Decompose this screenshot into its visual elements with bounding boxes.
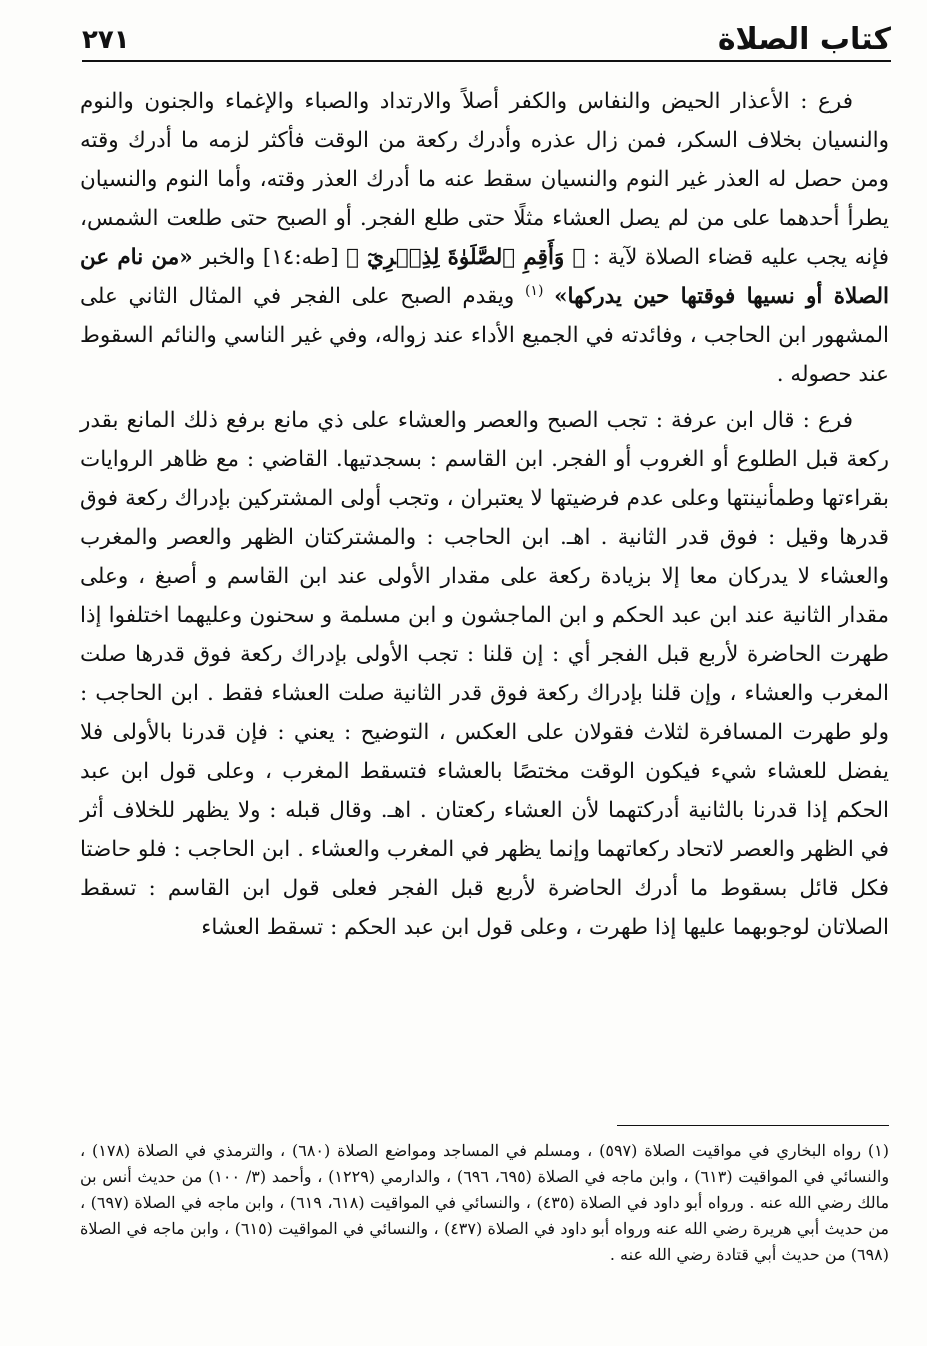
footnotes bbox=[80, 1138, 889, 1268]
footnote-1: (١) رواه البخاري في مواقيت الصلاة (٥٩٧) ، ومسلم في المساجد ومواضع الصلاة (٦٨٠) ، والترمذي في الصلاة (١٧٨) ، والنسائي في المواقيت (٦١٣) ، وابن ماجه في الصلاة (٦٩٥، ٦٩٦) ، والدارمي (١٢٢٩) ، وأحمد (٣/ ١٠٠) من حديث أنس بن مالك رضي الله عنه . ورواه أبو داود في الصلاة (٤٣٥) ، والنسائي في المواقيت (٦١٨، ٦١٩) ، وابن ماجه في الصلاة (٦٩٧) ، من حديث أبي هريرة رضي الله عنه ورواه أبو داود في الصلاة (٤٣٧) ، والنسائي في المواقيت (٦١٥) ، وابن ماجه في الصلاة (٦٩٨) من حديث أبي قتادة رضي الله عنه . bbox=[80, 1141, 890, 1264]
page-header bbox=[82, 20, 891, 62]
paragraph-1-text-c: ويقدم الصبح على الفجر في المثال الثاني على المشهور ابن الحاجب ، وفائدته في الجميع الأداء عند زواله، وفي غير الناسي والنائم السقوط عند حصوله . bbox=[80, 284, 889, 387]
paragraph-2: فرع : قال ابن عرفة : تجب الصبح والعصر والعشاء على ذي مانع برفع ذلك المانع بقدر ركعة قبل الطلوع أو الغروب أو الفجر. ابن القاسم : بسجدتيها. القاضي : مع ظاهر الروايات بقراءتها وطمأنينتها وعلى عدم فرضيتها لا يعتبران ، وتجب أولى المشتركين بإدراك ركعة فوق قدرها وقيل : فوق قدر الثانية . اهـ. ابن الحاجب : والمشتركتان الظهر والعصر والمغرب والعشاء لا يدركان معا إلا بزيادة ركعة على مقدار الأولى عند ابن القاسم و أصبغ ، وعلى مقدار الثانية عند ابن عبد الحكم و ابن الماجشون و ابن مسلمة و سحنون وعليهما اختلفوا إذا طهرت الحاضرة لأربع قبل الفجر أي : إن قلنا : تجب الأولى بإدراك ركعة فوق قدرها صلت المغرب والعشاء ، وإن قلنا بإدراك ركعة فوق قدر الثانية صلت العشاء فقط . ابن الحاجب : ولو طهرت المسافرة لثلاث فقولان على العكس ، التوضيح : يعني : فإن قدرنا بالأولى فلا يفضل للعشاء شيء فيكون الوقت مختصًا بالعشاء فتسقط المغرب ، وعلى قول ابن عبد الحكم إذا قدرنا بالثانية أدركتهما لأن العشاء ركعتان . اهـ. وقال قبله : ولا يظهر للخلاف أثر في الظهر والعصر لاتحاد ركعاتهما وإنما يظهر في المغرب والعشاء . ابن الحاجب : فلو حاضتا فكل قائل بسقوط ما أدرك الحاضرة لأربع قبل الفجر فعلى قول ابن القاسم : تسقط الصلاتان لوجوبهما عليها إذا طهرت ، وعلى قول ابن عبد الحكم : تسقط العشاء bbox=[80, 408, 890, 940]
quran-verse: ﴿ وَأَقِمِ ٱلصَّلَوٰةَ لِذِكۡرِيٓ ﴾ bbox=[346, 245, 586, 270]
page-number: ٢٧١ bbox=[82, 25, 130, 55]
paragraph-1-text-b: [طه:١٤] والخبر bbox=[200, 245, 339, 270]
paragraph-1-text-a: فرع : الأعذار الحيض والنفاس والكفر أصلاً والارتداد والصباء والإغماء والجنون والنوم والنسيان بخلاف السكر، فمن زال عذره وأدرك ركعة من الوقت فأكثر لزمه ما أدرك وقته ومن حصل له العذر غير النوم والنسيان سقط عنه ما أدرك العذر وقته، وأما النوم والنسيان يطرأ أحدهما على من لم يصل العشاء مثلًا حتى طلع الفجر. أو الصبح حتى طلعت الشمس، فإنه يجب عليه قضاء الصلاة لآية : bbox=[80, 89, 889, 270]
footnote-separator bbox=[617, 1125, 889, 1126]
footnote-marker[interactable]: (١) bbox=[524, 282, 544, 299]
hadith-quote: «من نام عن الصلاة أو نسيها فوقتها حين يدركها» bbox=[80, 245, 889, 309]
main-text bbox=[80, 82, 889, 947]
paragraph-1 bbox=[80, 82, 889, 394]
running-title: كتاب الصلاة bbox=[717, 22, 891, 57]
